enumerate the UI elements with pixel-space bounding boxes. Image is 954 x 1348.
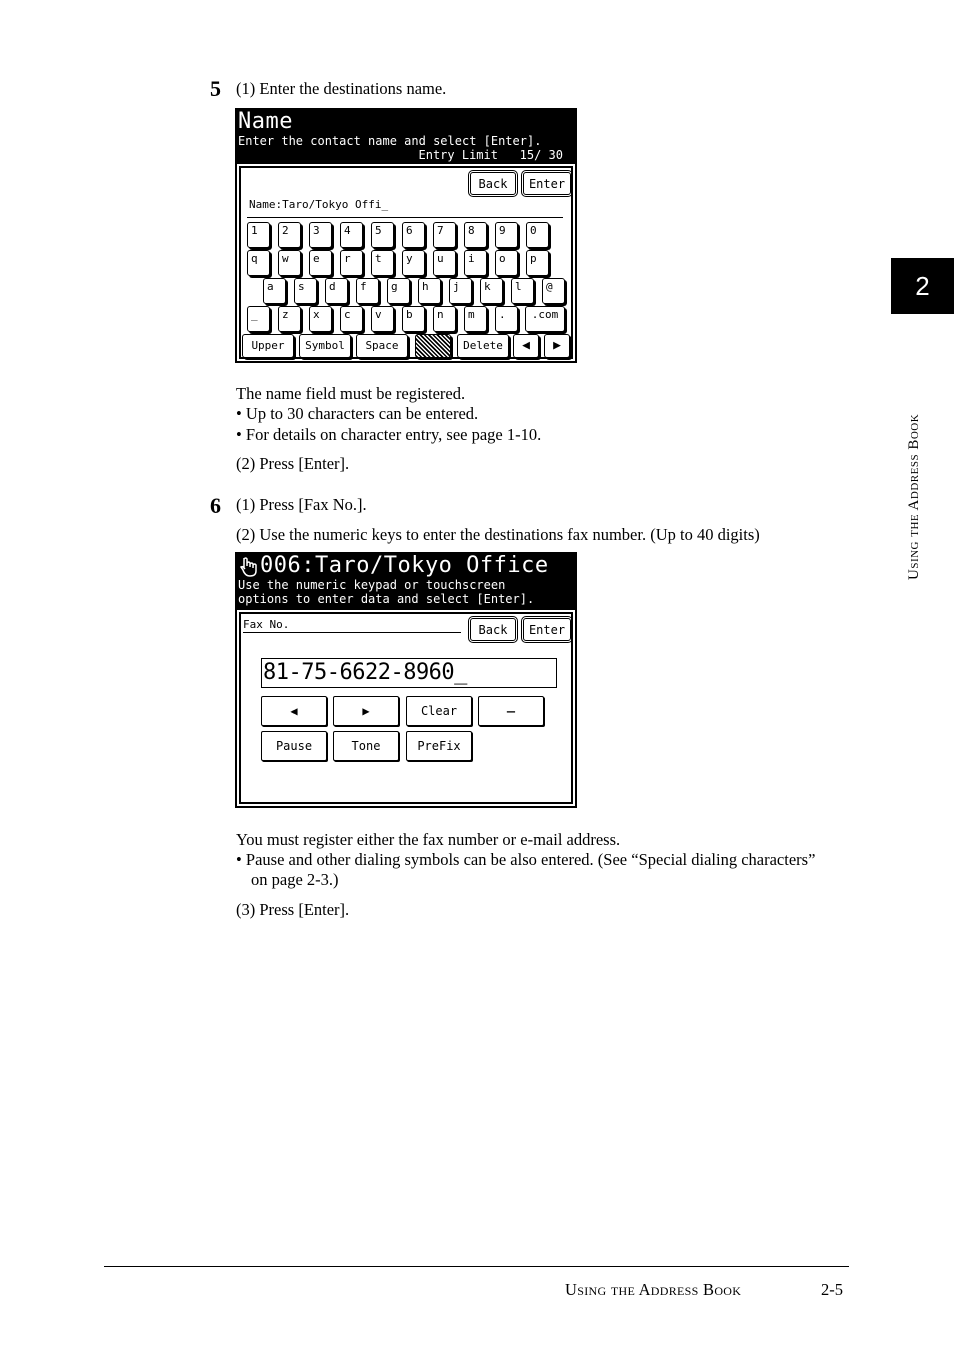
key-f[interactable]: f <box>356 278 379 304</box>
dash-key[interactable]: − <box>478 696 544 726</box>
step-5-bullet-2: • For details on character entry, see page 1-10. <box>236 425 542 444</box>
name-screen-subtitle: Enter the contact name and select [Enter]. <box>238 134 542 148</box>
clear-key[interactable]: Clear <box>406 696 472 726</box>
prefix-key[interactable]: PreFix <box>406 731 472 761</box>
entry-limit: Entry Limit 15/ 30 <box>418 148 563 162</box>
step-5-instruction-1: (1) Enter the destinations name. <box>236 79 447 98</box>
key-underscore[interactable]: _ <box>247 306 270 332</box>
fax-screen-title: 006:Taro/Tokyo Office <box>260 553 549 578</box>
key-x[interactable]: x <box>309 306 332 332</box>
key-e[interactable]: e <box>309 250 332 276</box>
back-button[interactable]: Back <box>470 172 516 195</box>
chapter-side-title: Using the Address Book <box>906 413 922 580</box>
key-c[interactable]: c <box>340 306 363 332</box>
key-5[interactable]: 5 <box>371 222 394 248</box>
tone-key[interactable]: Tone <box>333 731 399 761</box>
key-w[interactable]: w <box>278 250 301 276</box>
key-9[interactable]: 9 <box>495 222 518 248</box>
key-8[interactable]: 8 <box>464 222 487 248</box>
name-entry-screen <box>235 108 577 363</box>
key-period[interactable]: . <box>495 306 518 332</box>
backspace-key[interactable] <box>415 334 451 358</box>
key-a[interactable]: a <box>263 278 286 304</box>
upper-key[interactable]: Upper <box>242 334 294 358</box>
fax-back-button[interactable]: Back <box>470 618 516 641</box>
key-3[interactable]: 3 <box>309 222 332 248</box>
fax-screen-subtitle-2: options to enter data and select [Enter]. <box>238 592 535 606</box>
symbol-key[interactable]: Symbol <box>299 334 351 358</box>
step-5-instruction-2: (2) Press [Enter]. <box>236 454 350 473</box>
footer-rule <box>104 1266 849 1267</box>
key-n[interactable]: n <box>433 306 456 332</box>
key-6[interactable]: 6 <box>402 222 425 248</box>
fax-entry-screen <box>235 552 577 808</box>
pause-key[interactable]: Pause <box>261 731 327 761</box>
key-0[interactable]: 0 <box>526 222 549 248</box>
step-6-bullet: • Pause and other dialing symbols can be also entered. (See “Special dialing characters” on page 2-3.) <box>236 850 816 889</box>
key-i[interactable]: i <box>464 250 487 276</box>
key-d[interactable]: d <box>325 278 348 304</box>
key-2[interactable]: 2 <box>278 222 301 248</box>
name-screen-header <box>237 110 575 164</box>
fax-screen-title-row <box>237 554 575 578</box>
fax-screen-header <box>237 554 575 610</box>
step-6-number: 6 <box>210 493 221 518</box>
key-k[interactable]: k <box>480 278 503 304</box>
name-field-underline <box>247 217 563 218</box>
fax-no-label: Fax No. <box>243 618 461 633</box>
key-g[interactable]: g <box>387 278 410 304</box>
footer-title: Using the Address Book <box>565 1280 742 1299</box>
hand-pointer-icon <box>238 555 260 577</box>
fax-screen-body <box>239 612 573 804</box>
step-5-bullet-1: • Up to 30 characters can be entered. <box>236 404 479 423</box>
step-5-number: 5 <box>210 76 221 101</box>
key-p[interactable]: p <box>526 250 549 276</box>
name-screen-title: Name <box>238 109 293 134</box>
step-6-instruction-1: (1) Press [Fax No.]. <box>236 495 367 514</box>
key-u[interactable]: u <box>433 250 456 276</box>
fax-cursor-left-key[interactable]: ◀ <box>261 696 327 726</box>
key-1[interactable]: 1 <box>247 222 270 248</box>
key-r[interactable]: r <box>340 250 363 276</box>
key-l[interactable]: l <box>511 278 534 304</box>
key-7[interactable]: 7 <box>433 222 456 248</box>
enter-button[interactable]: Enter <box>523 172 571 195</box>
delete-key[interactable]: Delete <box>457 334 509 358</box>
space-key[interactable]: Space <box>356 334 408 358</box>
key-at[interactable]: @ <box>542 278 565 304</box>
key-4[interactable]: 4 <box>340 222 363 248</box>
fax-cursor-right-key[interactable]: ▶ <box>333 696 399 726</box>
step-6-instruction-2: (2) Use the numeric keys to enter the destinations fax number. (Up to 40 digits) <box>236 525 760 544</box>
key-z[interactable]: z <box>278 306 301 332</box>
name-screen-body <box>239 166 573 359</box>
key-y[interactable]: y <box>402 250 425 276</box>
key-j[interactable]: j <box>449 278 472 304</box>
fax-screen-subtitle-1: Use the numeric keypad or touchscreen <box>238 578 506 592</box>
step-6-instruction-3: (3) Press [Enter]. <box>236 900 350 919</box>
key-h[interactable]: h <box>418 278 441 304</box>
key-t[interactable]: t <box>371 250 394 276</box>
key-v[interactable]: v <box>371 306 394 332</box>
fax-enter-button[interactable]: Enter <box>523 618 571 641</box>
name-field[interactable]: Name:Taro/Tokyo Offi_ <box>249 198 389 211</box>
key-m[interactable]: m <box>464 306 487 332</box>
cursor-right-key[interactable]: ▶ <box>544 334 570 358</box>
cursor-left-key[interactable]: ◀ <box>513 334 539 358</box>
key-dotcom[interactable]: .com <box>525 306 565 332</box>
key-q[interactable]: q <box>247 250 270 276</box>
step-6-note: You must register either the fax number or e-mail address. <box>236 830 621 849</box>
fax-number-input[interactable]: 81-75-6622-8960_ <box>261 658 557 688</box>
page-number: 2-5 <box>821 1280 843 1299</box>
key-b[interactable]: b <box>402 306 425 332</box>
key-o[interactable]: o <box>495 250 518 276</box>
chapter-number-tab: 2 <box>891 258 954 314</box>
key-s[interactable]: s <box>294 278 317 304</box>
step-5-note: The name field must be registered. <box>236 384 466 403</box>
